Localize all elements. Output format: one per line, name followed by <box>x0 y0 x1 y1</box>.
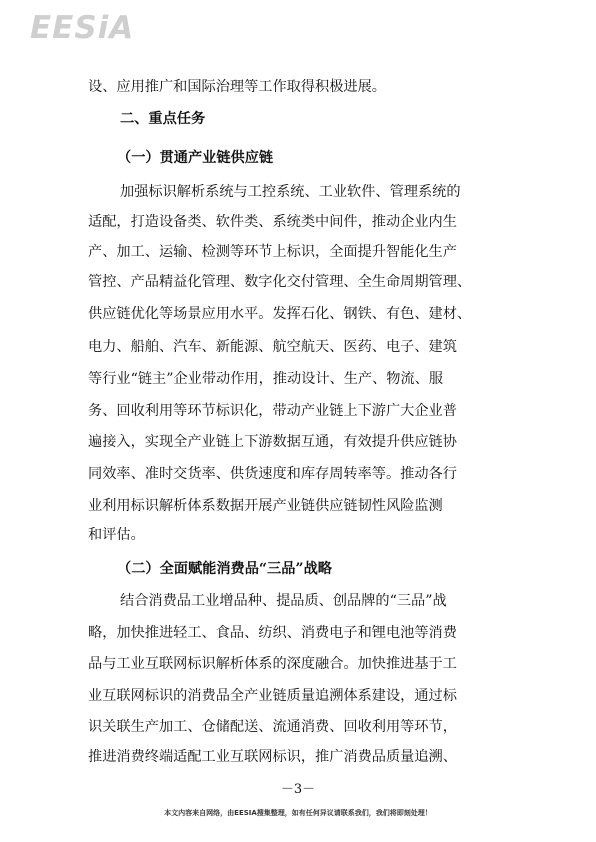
body-line: 设、应用推广和国际治理等工作取得积极进展。 <box>88 79 386 95</box>
section-heading: 二、重点任务 <box>120 111 206 127</box>
body-line: 务、回收利用等环节标识化，带动产业链上下游广大企业普 <box>88 403 457 419</box>
body-line: 电力、船舶、汽车、新能源、航空航天、医药、电子、建筑 <box>88 339 457 355</box>
body-line: 品与工业互联网标识解析体系的深度融合。加快推进基于工 <box>88 656 457 672</box>
body-line: 业互联网标识的消费品全产业链质量追溯体系建设，通过标 <box>88 688 457 704</box>
body-line: 推进消费终端适配工业互联网标识，推广消费品质量追溯、 <box>88 749 457 765</box>
body-line: 识关联生产加工、仓储配送、流通消费、回收利用等环节， <box>88 719 457 735</box>
body-line: 遍接入，实现全产业链上下游数据互通，有效提升供应链协 <box>88 434 457 450</box>
body-line: 结合消费品工业增品种、提品质、创品牌的“三品”战 <box>120 593 447 609</box>
body-line: 加强标识解析系统与工控系统、工业软件、管理系统的 <box>120 184 461 200</box>
body-line: 同效率、准时交货率、供货速度和库存周转率等。推动各行 <box>88 466 457 482</box>
brand-logo: EESiA <box>30 10 135 46</box>
copyright-notice: 本文内容来自网络，由EESIA搜集整理，如有任何异议请联系我们，我们将即刻处理！ <box>164 809 432 817</box>
body-line: 供应链优化等场景应用水平。发挥石化、钢铁、有色、建材、 <box>88 306 472 322</box>
body-line: 和评估。 <box>88 527 145 543</box>
page-number: －3－ <box>280 782 316 797</box>
body-line: 管控、产品精益化管理、数字化交付管理、全生命周期管理、 <box>88 274 472 290</box>
body-line: 略，加快推进轻工、食品、纺织、消费电子和锂电池等消费 <box>88 625 457 641</box>
subsection-heading: （一）贯通产业链供应链 <box>117 150 274 166</box>
body-line: 等行业“链主”企业带动作用，推动设计、生产、物流、服 <box>88 371 444 387</box>
subsection-heading: （二）全面赋能消费品“三品”战略 <box>117 561 332 577</box>
body-line: 产、加工、运输、检测等环节上标识，全面提升智能化生产 <box>88 244 457 260</box>
body-line: 适配，打造设备类、软件类、系统类中间件，推动企业内生 <box>88 214 457 230</box>
body-line: 业利用标识解析体系数据开展产业链供应链韧性风险监测 <box>88 498 443 514</box>
